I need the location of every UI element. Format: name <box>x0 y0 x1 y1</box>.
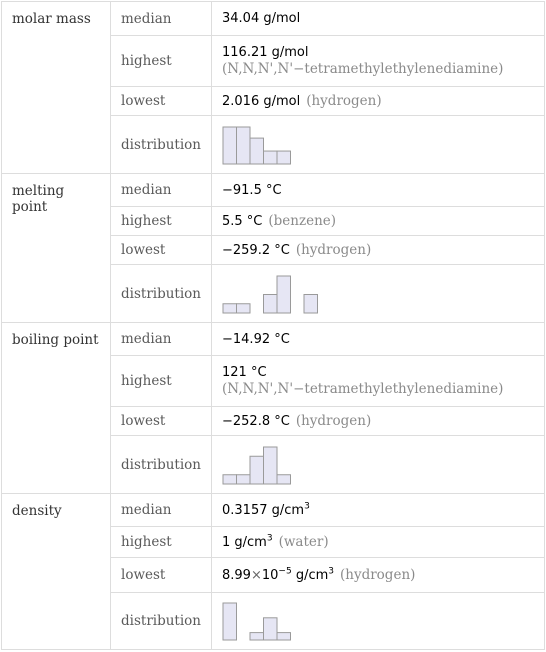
value-note: (N,N,N',N'−tetramethylethylenediamine) <box>222 381 504 397</box>
distribution-cell <box>212 436 545 494</box>
lowest-value <box>212 236 545 265</box>
stat-label-median: median <box>111 494 212 527</box>
histogram-bar <box>304 294 318 313</box>
value-text: 5.5 °C <box>222 214 263 229</box>
histogram-bar <box>264 151 278 164</box>
stat-label-highest: highest <box>111 36 212 87</box>
unit-exponent: 3 <box>328 566 334 577</box>
histogram-bar <box>277 633 291 640</box>
stat-label-median: median <box>111 2 212 36</box>
value-text: 0.3157 g/cm <box>222 502 305 518</box>
histogram-bar <box>223 603 237 640</box>
value-note: (benzene) <box>268 213 337 229</box>
stat-label-lowest: lowest <box>111 407 212 436</box>
value-note: (hydrogen) <box>306 93 382 109</box>
distribution-cell <box>212 265 545 323</box>
property-name: boiling point <box>2 323 111 494</box>
table-row <box>2 2 545 36</box>
property-name: molar mass <box>2 2 111 174</box>
histogram-bar <box>237 303 251 312</box>
distribution-histogram <box>222 444 322 486</box>
value-text: 2.016 g/mol <box>222 94 301 109</box>
median-value <box>212 2 545 36</box>
lowest-value <box>212 558 545 593</box>
distribution-cell <box>212 116 545 174</box>
value-text: 34.04 g/mol <box>222 11 301 26</box>
value-text: 116.21 g/mol <box>222 45 309 60</box>
property-name: melting point <box>2 174 111 323</box>
stat-label-distribution: distribution <box>111 593 212 650</box>
stat-label-median: median <box>111 174 212 207</box>
highest-value <box>212 356 545 407</box>
lowest-value <box>212 407 545 436</box>
properties-table <box>1 1 545 650</box>
value-text: 1 g/cm <box>222 535 267 550</box>
stat-label-highest: highest <box>111 207 212 236</box>
histogram-bar <box>237 127 251 164</box>
property-name: density <box>2 494 111 650</box>
histogram-bar <box>264 294 278 313</box>
unit: g/cm <box>291 568 329 583</box>
distribution-histogram <box>222 273 322 315</box>
histogram-bar <box>237 474 251 483</box>
median-value <box>212 494 545 527</box>
highest-value <box>212 527 545 558</box>
histogram-bar <box>223 474 237 483</box>
value-note: (hydrogen) <box>295 242 372 258</box>
value-note: (hydrogen) <box>340 567 416 583</box>
table-row <box>2 323 545 356</box>
value-text: 121 °C <box>222 365 267 380</box>
base: 10 <box>261 568 279 583</box>
value-text: −91.5 °C <box>222 182 282 198</box>
stat-label-distribution: distribution <box>111 116 212 174</box>
value-note: (N,N,N',N'−tetramethylethylenediamine) <box>222 61 504 77</box>
value-note: (water) <box>278 534 329 550</box>
distribution-cell <box>212 593 545 650</box>
median-value <box>212 174 545 207</box>
histogram-bar <box>250 456 264 484</box>
stat-label-lowest: lowest <box>111 558 212 593</box>
histogram-bar <box>277 276 291 313</box>
histogram-bar <box>223 127 237 164</box>
exponent: −5 <box>278 566 292 577</box>
stat-label-distribution: distribution <box>111 265 212 323</box>
unit-exponent: 3 <box>304 501 310 512</box>
stat-label-lowest: lowest <box>111 236 212 265</box>
histogram-bar <box>250 138 264 164</box>
histogram-bar <box>277 474 291 483</box>
value-text: −252.8 °C <box>222 414 290 429</box>
histogram-bar <box>223 303 237 312</box>
distribution-histogram <box>222 124 322 166</box>
table-row <box>2 494 545 527</box>
value-note: (hydrogen) <box>295 413 372 429</box>
histogram-bar <box>264 447 278 484</box>
highest-value <box>212 207 545 236</box>
stat-label-median: median <box>111 323 212 356</box>
highest-value <box>212 36 545 87</box>
unit-exponent: 3 <box>266 533 273 544</box>
median-value <box>212 323 545 356</box>
histogram-bar <box>264 618 278 640</box>
stat-label-distribution: distribution <box>111 436 212 494</box>
lowest-value <box>212 87 545 116</box>
histogram-bar <box>250 633 264 640</box>
histogram-bar <box>277 151 291 164</box>
times-sign: × <box>250 568 262 583</box>
stat-label-lowest: lowest <box>111 87 212 116</box>
mantissa: 8.99 <box>222 568 251 583</box>
table-row <box>2 174 545 207</box>
value-text: −259.2 °C <box>222 243 290 258</box>
distribution-histogram <box>222 600 322 642</box>
value-text: −14.92 °C <box>222 331 290 347</box>
stat-label-highest: highest <box>111 356 212 407</box>
stat-label-highest: highest <box>111 527 212 558</box>
